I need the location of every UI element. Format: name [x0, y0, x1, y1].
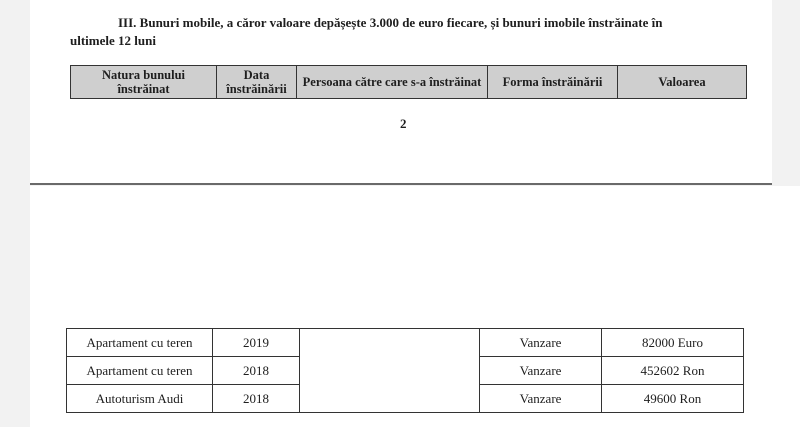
table-row: [67, 329, 744, 357]
cell-persoana: [300, 357, 480, 385]
section-heading-line-2: ultimele 12 luni: [70, 33, 156, 48]
cell-natura: Apartament cu teren: [67, 357, 213, 385]
section-heading: [70, 14, 750, 50]
table-row: [67, 385, 744, 413]
column-header-data: Data înstrăinării: [217, 66, 297, 99]
cell-natura: Autoturism Audi: [67, 385, 213, 413]
disposed-assets-table: [66, 328, 744, 413]
cell-valoarea: 49600 Ron: [602, 385, 744, 413]
cell-persoana: [300, 385, 480, 413]
cell-valoarea: 82000 Euro: [602, 329, 744, 357]
cell-forma: Vanzare: [480, 385, 602, 413]
cell-forma: Vanzare: [480, 329, 602, 357]
column-header-valoarea: Valoarea: [618, 66, 747, 99]
column-header-natura: Natura bunului înstrăinat: [71, 66, 217, 99]
cell-forma: Vanzare: [480, 357, 602, 385]
section-heading-line-1: III. Bunuri mobile, a căror valoare depășește 3.000 de euro fiecare, și bunuri imobile înstrăinate în: [118, 15, 663, 30]
cell-data: 2019: [213, 329, 300, 357]
cell-valoarea: 452602 Ron: [602, 357, 744, 385]
page-number: 2: [400, 116, 407, 131]
cell-natura: Apartament cu teren: [67, 329, 213, 357]
cell-persoana: [300, 329, 480, 357]
cell-data: 2018: [213, 357, 300, 385]
header-row: [71, 66, 747, 99]
disposed-assets-header-table: [70, 65, 747, 99]
cell-data: 2018: [213, 385, 300, 413]
column-header-forma: Forma înstrăinării: [488, 66, 618, 99]
column-header-persoana: Persoana către care s-a înstrăinat: [297, 66, 488, 99]
table-row: [67, 357, 744, 385]
